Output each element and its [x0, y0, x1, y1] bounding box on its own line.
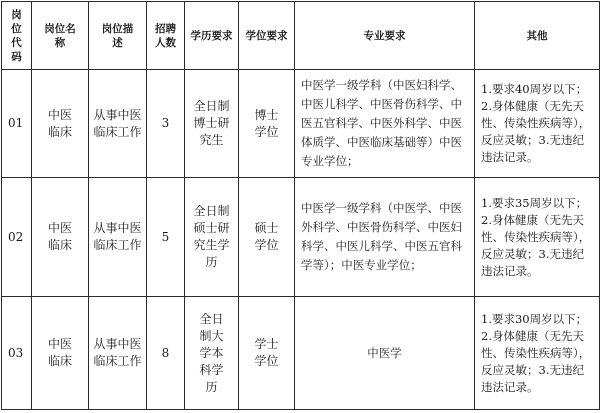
header-name: 岗位名称	[32, 2, 89, 70]
table-row	[2, 70, 600, 178]
cell-name: 中医临床	[32, 70, 89, 178]
cell-major: 中医学一级学科（中医妇科学、中医儿科学、中医骨伤科学、中医五官科学、中医外科学、中医体质学、中医临床基础等）中医专业学位；	[295, 70, 475, 178]
cell-code: 02	[2, 178, 32, 297]
cell-other: 1.要求30周岁以下；2.身体健康（无先天性、传染性疾病等），反应灵敏；3.无违纪违法记录。	[475, 297, 600, 410]
cell-degree: 学士学位	[239, 297, 295, 410]
header-education: 学历要求	[185, 2, 239, 70]
cell-education: 全日制博士研究生	[185, 70, 239, 178]
recruitment-table	[1, 1, 600, 410]
cell-other: 1.要求40周岁以下；2.身体健康（无先天性、传染性疾病等），反应灵敏；3.无违纪违法记录。	[475, 70, 600, 178]
header-degree: 学位要求	[239, 2, 295, 70]
header-desc: 岗位描述	[89, 2, 147, 70]
cell-major: 中医学一级学科（中医学、中医外科学、中医骨伤科学、中医妇科学、中医儿科学、中医五官科学等）；中医专业学位；	[295, 178, 475, 297]
table-row	[2, 178, 600, 297]
header-major: 专业要求	[295, 2, 475, 70]
cell-code: 01	[2, 70, 32, 178]
header-count: 招聘人数	[147, 2, 185, 70]
header-other: 其他	[475, 2, 600, 70]
cell-desc: 从事中医临床工作	[89, 178, 147, 297]
header-code: 岗位代码	[2, 2, 32, 70]
cell-education: 全日制大学本科学历	[185, 297, 239, 410]
cell-major: 中医学	[295, 297, 475, 410]
cell-education: 全日制硕士研究生学历	[185, 178, 239, 297]
cell-degree: 博士学位	[239, 70, 295, 178]
cell-count: 3	[147, 70, 185, 178]
cell-degree: 硕士学位	[239, 178, 295, 297]
cell-desc: 从事中医临床工作	[89, 70, 147, 178]
cell-name: 中医临床	[32, 297, 89, 410]
cell-code: 03	[2, 297, 32, 410]
table-row	[2, 297, 600, 410]
cell-count: 5	[147, 178, 185, 297]
cell-count: 8	[147, 297, 185, 410]
cell-name: 中医临床	[32, 178, 89, 297]
cell-other: 1.要求35周岁以下；2.身体健康（无先天性、传染性疾病等），反应灵敏；3.无违纪违法记录。	[475, 178, 600, 297]
cell-desc: 从事中医临床工作	[89, 297, 147, 410]
header-row	[2, 2, 600, 70]
